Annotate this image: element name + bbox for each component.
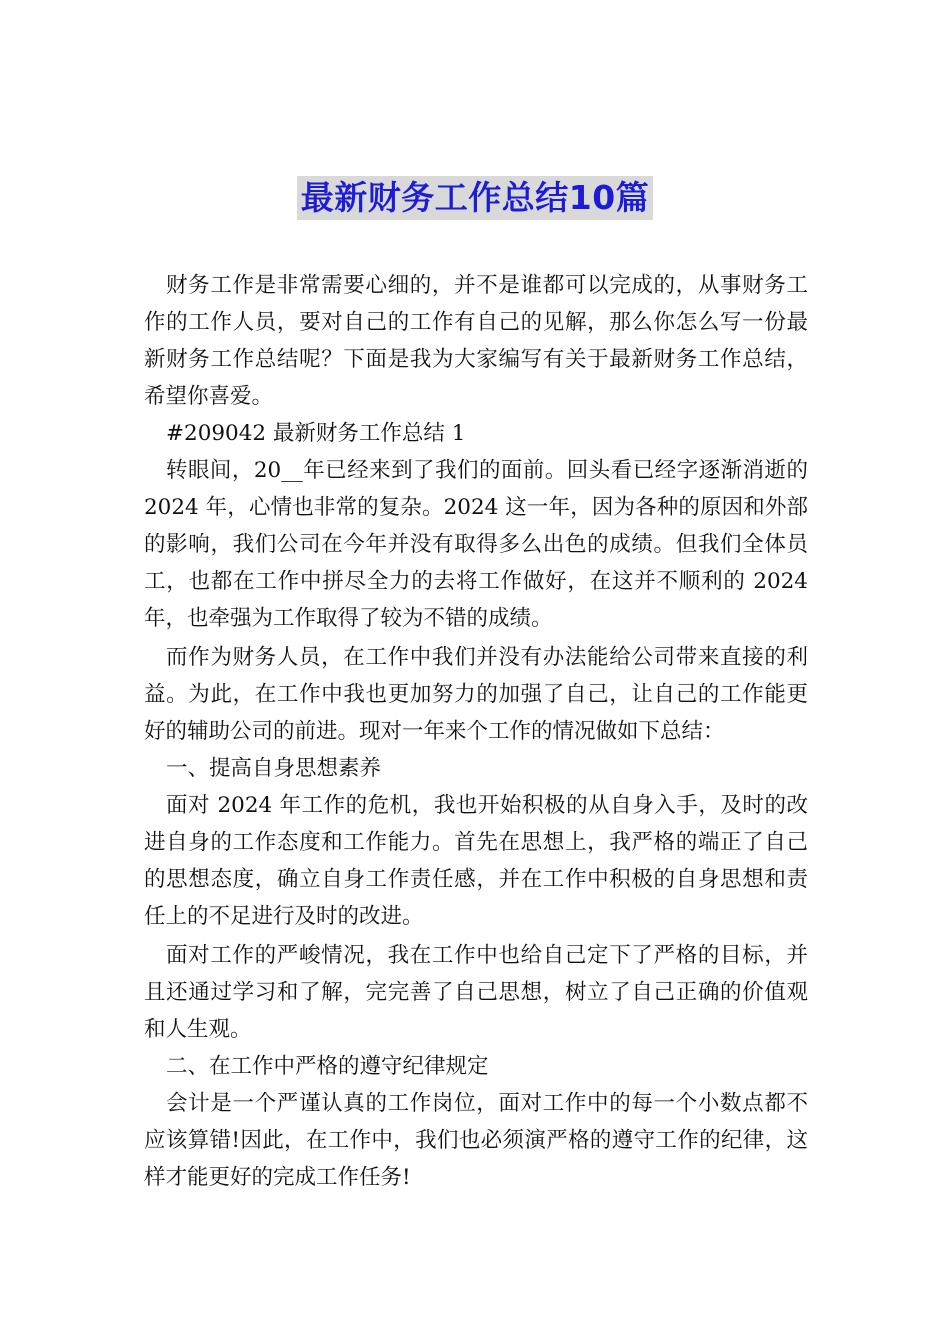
subheading: 二、在工作中严格的遵守纪律规定 [166, 1054, 489, 1079]
section-heading: #209042 最新财务工作总结 1 [166, 421, 466, 446]
body-paragraph: 转眼间，20__年已经来到了我们的面前。回头看已经字逐渐消逝的 2024 年，心情也非常的复杂。2024 这一年，因为各种的原因和外部的影响，我们公司在今年并没有取得多么出色的成绩。但我们全体员工，也都在工作中拼尽全力的去将工作做好，在这并不顺利的 2024 年，也牵强为工作取得了较为不错的成绩。 [144, 458, 808, 631]
document-body [144, 267, 808, 1196]
document-title: 最新财务工作总结10篇 [297, 176, 653, 220]
body-paragraph: 面对 2024 年工作的危机，我也开始积极的从自身入手，及时的改进自身的工作态度和工作能力。首先在思想上，我严格的端正了自己的思想态度，确立自身工作责任感，并在工作中积极的自身思想和责任上的不足进行及时的改进。 [144, 793, 808, 929]
subheading: 一、提高自身思想素养 [166, 756, 382, 781]
title-container [0, 176, 950, 220]
body-paragraph: 而作为财务人员，在工作中我们并没有办法能给公司带来直接的利益。为此，在工作中我也更加努力的加强了自己，让自己的工作能更好的辅助公司的前进。现对一年来个工作的情况做如下总结： [144, 645, 808, 744]
body-paragraph: 会计是一个严谨认真的工作岗位，面对工作中的每一个小数点都不应该算错!因此，在工作中，我们也必须演严格的遵守工作的纪律，这样才能更好的完成工作任务! [144, 1091, 808, 1190]
body-paragraph: 面对工作的严峻情况，我在工作中也给自己定下了严格的目标，并且还通过学习和了解，完完善了自己思想，树立了自己正确的价值观和人生观。 [144, 943, 808, 1042]
intro-paragraph: 财务工作是非常需要心细的，并不是谁都可以完成的，从事财务工作的工作人员，要对自己的工作有自己的见解，那么你怎么写一份最新财务工作总结呢？下面是我为大家编写有关于最新财务工作总结，希望你喜爱。 [144, 273, 808, 409]
